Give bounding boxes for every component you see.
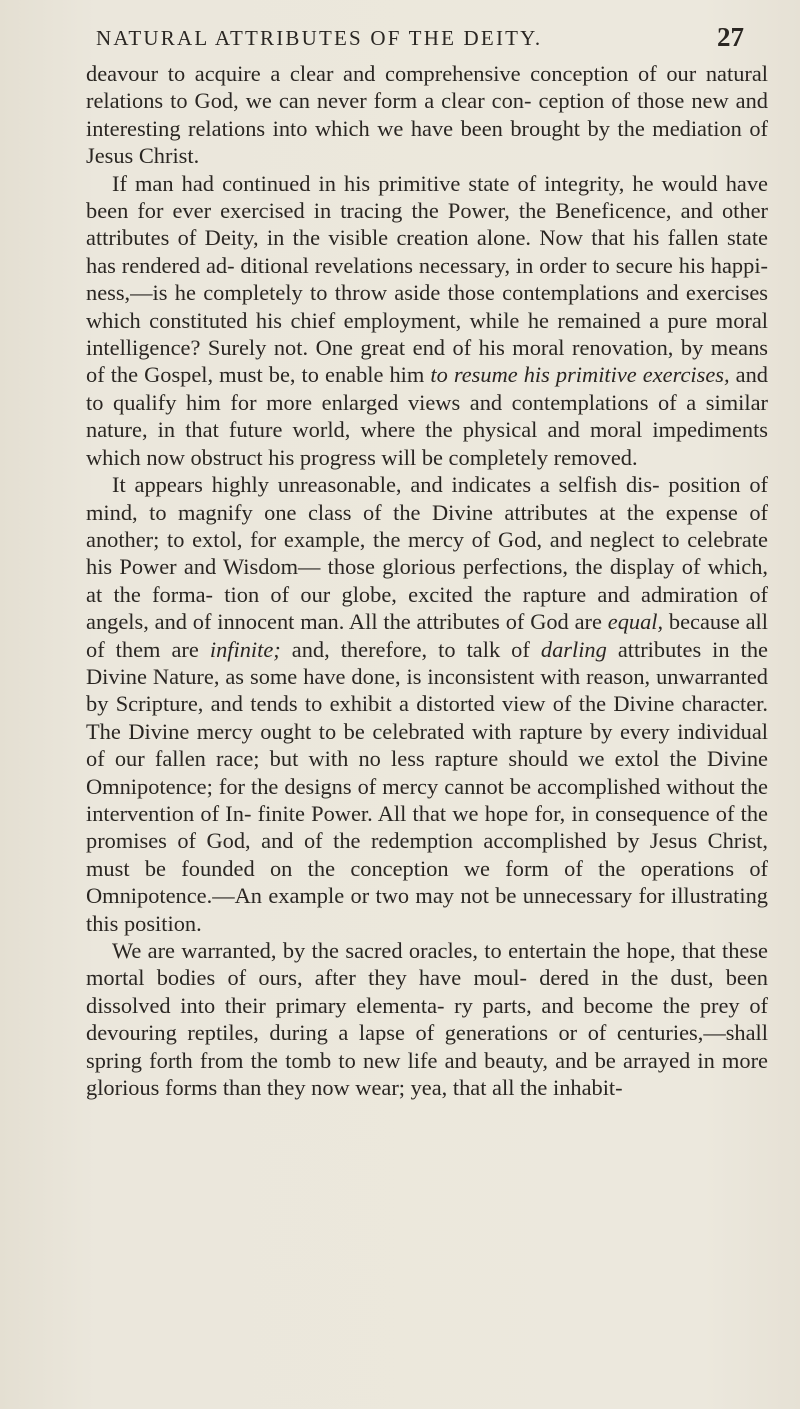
paragraph-3-italic-infinite: infinite; bbox=[209, 636, 281, 662]
paragraph-3-text-start: It appears highly unreasonable, and indicates a selfish dis- position of mind, to magnify one class of the Divine attributes at the expense of another; to extol, for example, the mercy of God, and neglect to celebrate his Power and Wisdom— those glorious perfections, the display of which, at the forma- tion of our globe, excited the rapture and admiration of angels, and of innocent man. All the attributes of God are bbox=[86, 472, 768, 635]
paragraph-3-italic-equal: equal, bbox=[607, 609, 664, 635]
paragraph-2-text-start: If man had continued in his primitive state of integrity, he would have been for ever exercised in tracing the Power, the Beneficence, and other attributes of Deity, in the visible creation alone. Now that his fallen state has rendered ad- ditional revelations necessary, in order to secure his happi- ness,—is he completely to throw aside those contemplations and exercises which constituted his chief employment, while he remained a pure moral intelligence? Surely not. One great end of his moral renovation, by means of the Gospel, must be, to enable him bbox=[86, 170, 768, 388]
paragraph-3-text-end: attributes in the Divine Nature, as some have done, is inconsistent with reason, unwarranted by Scripture, and tends to exhibit a distorted view of the Divine character. The Divine mercy ought to be celebrated with rapture by every individual of our fallen race; but with no less rapture should we extol the Divine Omnipotence; for the designs of mercy cannot be accomplished without the intervention of In- finite Power. All that we hope for, in consequence of the promises of God, and of the redemption accomplished by Jesus Christ, must be founded on the conception we form of the operations of Omnipotence.—An example or two may not be unnecessary for illustrating this position. bbox=[86, 636, 768, 936]
paragraph-3-text-mid2: and, therefore, to talk of bbox=[280, 636, 541, 662]
body-text bbox=[86, 60, 768, 1101]
paragraph-4-text: We are warranted, by the sacred oracles, to entertain the hope, that these mortal bodies of ours, after they have moul- dered in the dust, been dissolved into their primary elementa- ry parts, and become the prey of devouring reptiles, during a lapse of generations or of centuries,—shall spring forth from the tomb to new life and beauty, and be arrayed in more glorious forms than they now wear; yea, that all the inhabit- bbox=[86, 938, 768, 1101]
page-number: 27 bbox=[717, 22, 744, 52]
paragraph-3 bbox=[86, 471, 768, 937]
running-title: NATURAL ATTRIBUTES OF THE DEITY. bbox=[96, 26, 543, 50]
paragraph-2 bbox=[86, 170, 768, 471]
paragraph-1-text: deavour to acquire a clear and comprehensive conception of our natural relations to God, we can never form a clear con- ception of those new and interesting relations into which we have been brought by the mediation of Jesus Christ. bbox=[86, 61, 768, 169]
paragraph-4 bbox=[86, 937, 768, 1101]
paragraph-3-italic-darling: darling bbox=[540, 636, 607, 662]
paragraph-3-text-mid: because all of them are bbox=[86, 609, 768, 662]
paragraph-1 bbox=[86, 60, 768, 170]
paragraph-2-text-end: and to qualify him for more enlarged views and contemplations of a similar nature, in that future world, where the physical and moral impediments which now obstruct his progress will be completely removed. bbox=[86, 362, 768, 470]
running-head bbox=[86, 14, 772, 60]
paragraph-2-italic-phrase: to resume his primitive exercises, bbox=[430, 362, 730, 388]
